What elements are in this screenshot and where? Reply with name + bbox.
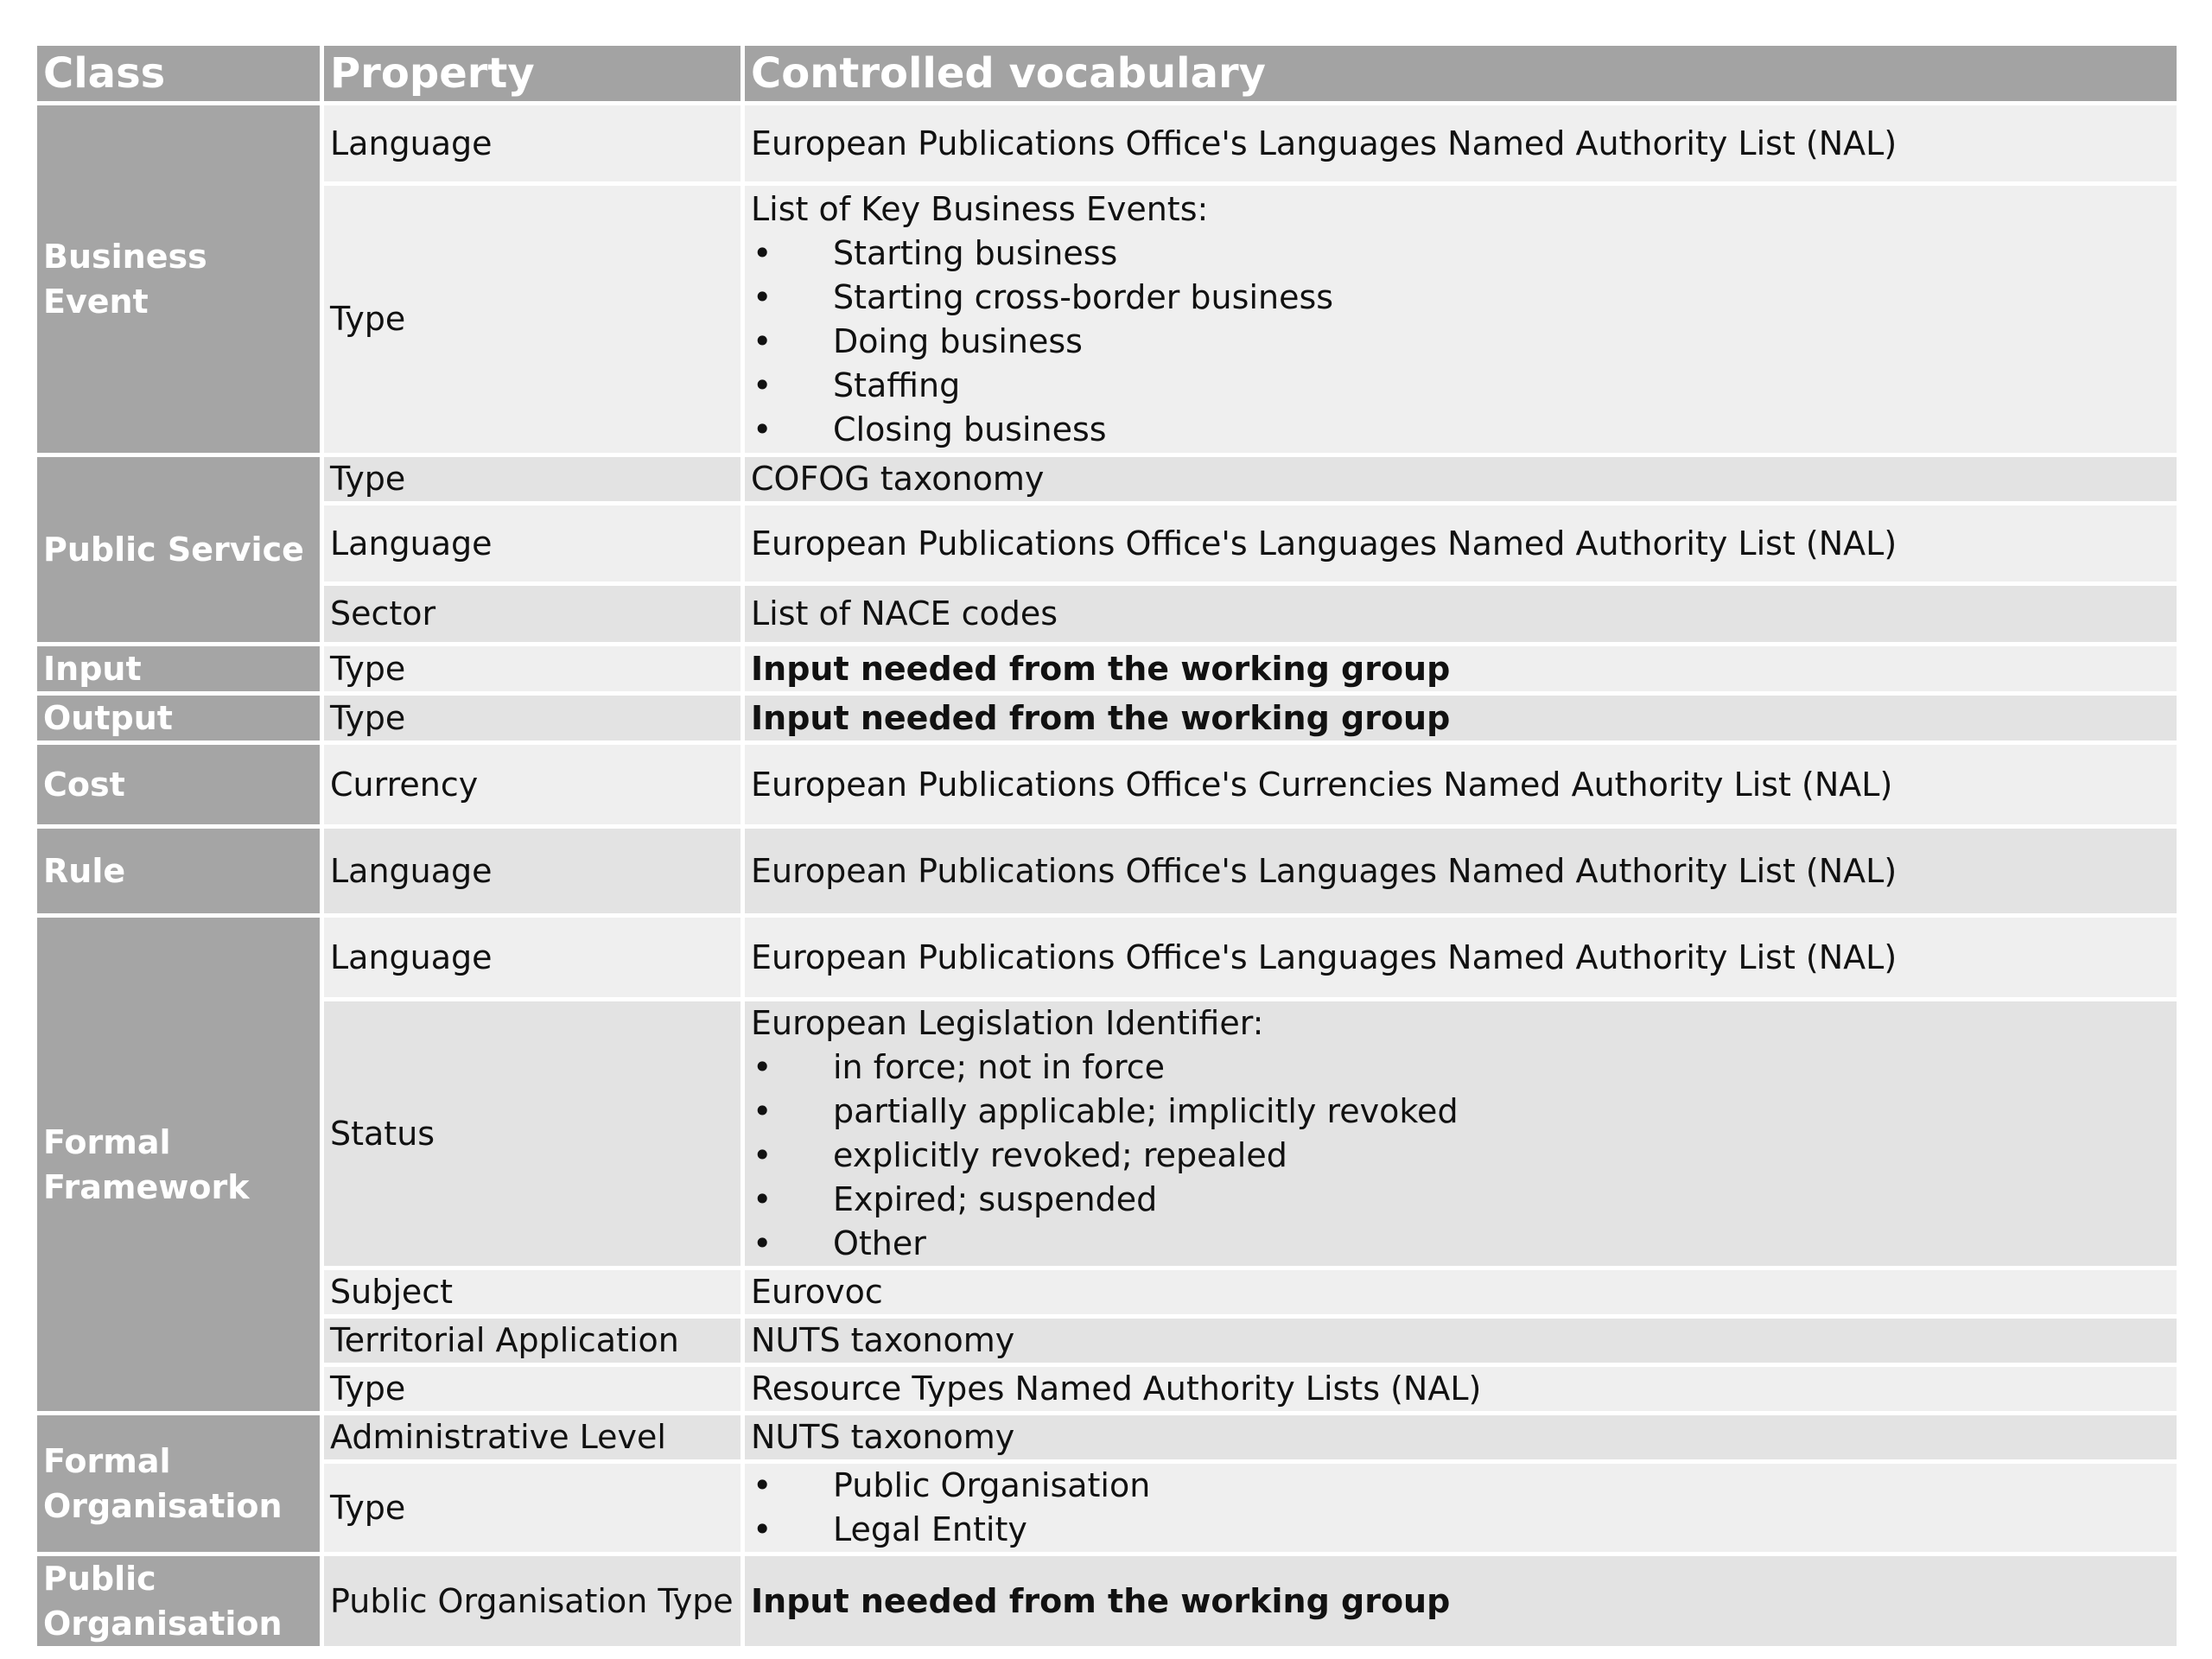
property-cell: Type bbox=[322, 645, 743, 694]
list-item: • in force; not in force bbox=[751, 1046, 2177, 1090]
property-cell: Subject bbox=[322, 1268, 743, 1317]
header-property: Property bbox=[322, 44, 743, 104]
bullet-icon: • bbox=[753, 1180, 772, 1218]
table-row bbox=[35, 1000, 2179, 1268]
property-cell: Public Organisation Type bbox=[322, 1554, 743, 1649]
vocabulary-intro: List of Key Business Events: bbox=[751, 189, 1209, 228]
vocabulary-cell: European Publications Office's Languages Named Authority List (NAL) bbox=[743, 504, 2179, 584]
bullet-icon: • bbox=[753, 1048, 772, 1086]
list-item: • Other bbox=[751, 1222, 2177, 1266]
vocabulary-cell: List of NACE codes bbox=[743, 584, 2179, 645]
list-item: • partially applicable; implicitly revoked bbox=[751, 1090, 2177, 1134]
bullet-icon: • bbox=[753, 233, 772, 272]
vocabulary-cell bbox=[743, 184, 2179, 455]
table-row bbox=[35, 916, 2179, 1000]
property-cell: Type bbox=[322, 455, 743, 504]
class-cell: Input bbox=[35, 645, 322, 694]
class-cell: Cost bbox=[35, 743, 322, 827]
vocabulary-cell: NUTS taxonomy bbox=[743, 1414, 2179, 1462]
vocabulary-cell bbox=[743, 1462, 2179, 1554]
bullet-icon: • bbox=[753, 1092, 772, 1130]
vocabulary-list bbox=[751, 1046, 2177, 1266]
property-cell: Language bbox=[322, 504, 743, 584]
vocabulary-cell: European Publications Office's Languages Named Authority List (NAL) bbox=[743, 916, 2179, 1000]
table-row bbox=[35, 1365, 2179, 1414]
list-item: • Staffing bbox=[751, 364, 2177, 408]
property-cell: Territorial Application bbox=[322, 1317, 743, 1365]
vocabulary-list bbox=[751, 232, 2177, 452]
property-cell: Type bbox=[322, 1462, 743, 1554]
bullet-icon: • bbox=[753, 1224, 772, 1262]
property-cell: Language bbox=[322, 916, 743, 1000]
bullet-icon: • bbox=[753, 410, 772, 448]
table-row bbox=[35, 184, 2179, 455]
vocabulary-intro: European Legislation Identifier: bbox=[751, 1004, 1264, 1042]
bullet-icon: • bbox=[753, 365, 772, 404]
list-item: • Public Organisation bbox=[751, 1464, 2177, 1508]
table-row bbox=[35, 455, 2179, 504]
property-cell: Type bbox=[322, 694, 743, 743]
list-item: • Expired; suspended bbox=[751, 1178, 2177, 1222]
property-cell: Language bbox=[322, 827, 743, 916]
table-row bbox=[35, 743, 2179, 827]
vocabulary-list bbox=[751, 1464, 2177, 1552]
class-cell: Business Event bbox=[35, 104, 322, 455]
header-row bbox=[35, 44, 2179, 104]
list-item: • explicitly revoked; repealed bbox=[751, 1134, 2177, 1178]
list-item: • Starting cross-border business bbox=[751, 276, 2177, 320]
list-item: • Closing business bbox=[751, 408, 2177, 452]
property-cell: Currency bbox=[322, 743, 743, 827]
property-cell: Language bbox=[322, 104, 743, 184]
property-cell: Administrative Level bbox=[322, 1414, 743, 1462]
bullet-icon: • bbox=[753, 1136, 772, 1174]
class-cell: Public Service bbox=[35, 455, 322, 645]
table-row bbox=[35, 694, 2179, 743]
table-row bbox=[35, 504, 2179, 584]
list-item: • Doing business bbox=[751, 320, 2177, 364]
table-row bbox=[35, 104, 2179, 184]
table-row bbox=[35, 1554, 2179, 1649]
vocabulary-cell: Resource Types Named Authority Lists (NAL) bbox=[743, 1365, 2179, 1414]
property-cell: Status bbox=[322, 1000, 743, 1268]
table-row bbox=[35, 645, 2179, 694]
header-controlled-vocabulary: Controlled vocabulary bbox=[743, 44, 2179, 104]
table-row bbox=[35, 1268, 2179, 1317]
table-row bbox=[35, 1414, 2179, 1462]
class-cell: Public Organisation bbox=[35, 1554, 322, 1649]
vocabulary-table-container bbox=[33, 41, 2181, 1643]
list-item: • Starting business bbox=[751, 232, 2177, 276]
property-cell: Type bbox=[322, 1365, 743, 1414]
table-row bbox=[35, 1317, 2179, 1365]
list-item: • Legal Entity bbox=[751, 1508, 2177, 1552]
bullet-icon: • bbox=[753, 277, 772, 316]
table-row bbox=[35, 584, 2179, 645]
class-cell: Formal Framework bbox=[35, 916, 322, 1414]
controlled-vocabulary-table bbox=[33, 41, 2181, 1650]
header-class: Class bbox=[35, 44, 322, 104]
class-cell: Rule bbox=[35, 827, 322, 916]
vocabulary-cell: Input needed from the working group bbox=[743, 1554, 2179, 1649]
bullet-icon: • bbox=[753, 321, 772, 360]
vocabulary-cell: Eurovoc bbox=[743, 1268, 2179, 1317]
vocabulary-cell bbox=[743, 1000, 2179, 1268]
property-cell: Type bbox=[322, 184, 743, 455]
vocabulary-cell: COFOG taxonomy bbox=[743, 455, 2179, 504]
vocabulary-cell: European Publications Office's Languages Named Authority List (NAL) bbox=[743, 827, 2179, 916]
bullet-icon: • bbox=[753, 1510, 772, 1548]
vocabulary-cell: European Publications Office's Languages Named Authority List (NAL) bbox=[743, 104, 2179, 184]
class-cell: Output bbox=[35, 694, 322, 743]
class-cell: Formal Organisation bbox=[35, 1414, 322, 1554]
table-row bbox=[35, 827, 2179, 916]
property-cell: Sector bbox=[322, 584, 743, 645]
vocabulary-cell: European Publications Office's Currencies Named Authority List (NAL) bbox=[743, 743, 2179, 827]
vocabulary-cell: NUTS taxonomy bbox=[743, 1317, 2179, 1365]
vocabulary-cell: Input needed from the working group bbox=[743, 694, 2179, 743]
vocabulary-cell: Input needed from the working group bbox=[743, 645, 2179, 694]
bullet-icon: • bbox=[753, 1466, 772, 1504]
table-row bbox=[35, 1462, 2179, 1554]
